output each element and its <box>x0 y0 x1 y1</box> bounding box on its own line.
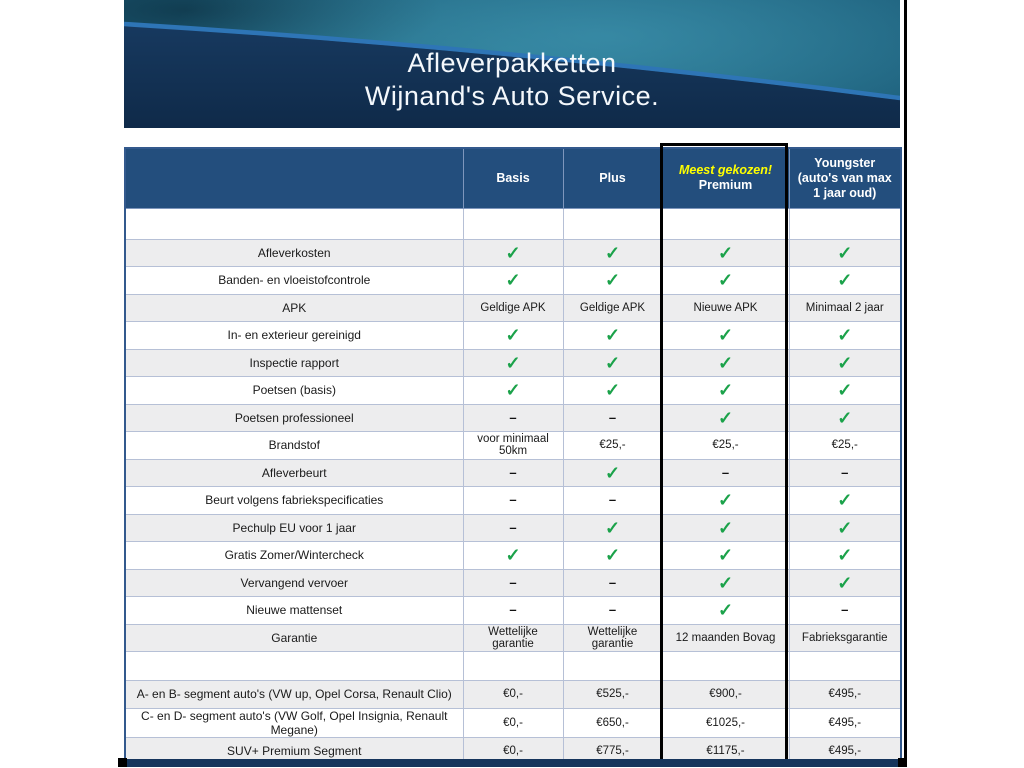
value-cell: Nieuwe APK <box>662 294 789 322</box>
value-cell <box>662 514 789 542</box>
feature-label: Poetsen (basis) <box>125 377 463 405</box>
table-row <box>125 652 901 681</box>
dash-icon: – <box>509 492 517 508</box>
packages-table-wrapper <box>124 147 900 762</box>
packages-table <box>124 147 902 766</box>
feature-label: In- en exterieur gereinigd <box>125 322 463 350</box>
column-label: Plus <box>599 170 626 185</box>
check-icon: ✓ <box>837 380 853 401</box>
value-cell: Geldige APK <box>463 294 563 322</box>
check-icon: ✓ <box>717 490 734 511</box>
value-cell: Wettelijke garantie <box>563 624 662 652</box>
value-cell <box>789 239 901 267</box>
dash-icon: – <box>509 602 517 618</box>
value-cell <box>789 404 901 432</box>
value-cell <box>662 404 789 432</box>
table-header-row <box>125 148 901 208</box>
table-row <box>125 239 901 267</box>
value-cell <box>463 322 563 350</box>
value-cell: €0,- <box>463 737 563 765</box>
value-cell <box>463 267 563 295</box>
check-icon: ✓ <box>505 325 521 346</box>
check-icon: ✓ <box>717 600 734 621</box>
dash-icon: – <box>509 519 517 535</box>
value-cell <box>563 349 662 377</box>
dash-icon: – <box>841 602 849 618</box>
dash-icon: – <box>608 492 617 508</box>
value-cell <box>789 349 901 377</box>
check-icon: ✓ <box>837 517 853 538</box>
column-header-basis <box>463 148 563 208</box>
check-icon: ✓ <box>837 572 853 593</box>
feature-label: Vervangend vervoer <box>125 569 463 597</box>
value-cell: Wettelijke garantie <box>463 624 563 652</box>
value-cell <box>662 208 789 239</box>
value-cell <box>789 208 901 239</box>
value-cell <box>789 377 901 405</box>
packages-table-body <box>125 148 901 765</box>
dash-icon: – <box>509 574 517 590</box>
feature-label: Poetsen professioneel <box>125 404 463 432</box>
column-header-youngster <box>789 148 901 208</box>
value-cell <box>789 542 901 570</box>
value-cell <box>563 514 662 542</box>
feature-label: C- en D- segment auto's (VW Golf, Opel Insignia, Renault Megane) <box>125 708 463 737</box>
bottom-bar-left-cap <box>118 758 127 767</box>
table-row <box>125 294 901 322</box>
value-cell <box>789 514 901 542</box>
value-cell: €775,- <box>563 737 662 765</box>
value-cell: €525,- <box>563 681 662 709</box>
check-icon: ✓ <box>505 380 521 401</box>
check-icon: ✓ <box>604 545 621 566</box>
value-cell <box>662 349 789 377</box>
value-cell <box>563 569 662 597</box>
column-label: Premium <box>698 178 753 193</box>
value-cell <box>563 652 662 681</box>
value-cell: €495,- <box>789 681 901 709</box>
banner-title-line2: Wijnand's Auto Service. <box>364 81 660 111</box>
check-icon: ✓ <box>604 270 621 291</box>
check-icon: ✓ <box>717 407 734 428</box>
feature-label: Gratis Zomer/Wintercheck <box>125 542 463 570</box>
column-header-features <box>125 148 463 208</box>
value-cell: €650,- <box>563 708 662 737</box>
table-row <box>125 322 901 350</box>
table-row <box>125 487 901 515</box>
value-cell: €25,- <box>789 432 901 460</box>
table-row <box>125 569 901 597</box>
most-chosen-badge: Meest gekozen! <box>678 163 773 178</box>
value-cell <box>662 377 789 405</box>
check-icon: ✓ <box>837 325 853 346</box>
check-icon: ✓ <box>717 242 734 263</box>
column-header-premium <box>662 148 789 208</box>
table-row <box>125 514 901 542</box>
check-icon: ✓ <box>604 352 621 373</box>
feature-label: SUV+ Premium Segment <box>125 737 463 765</box>
value-cell <box>463 597 563 625</box>
value-cell: Fabrieksgarantie <box>789 624 901 652</box>
value-cell <box>463 377 563 405</box>
feature-label: Afleverbeurt <box>125 459 463 487</box>
table-row <box>125 624 901 652</box>
check-icon: ✓ <box>717 380 734 401</box>
value-cell: €1025,- <box>662 708 789 737</box>
check-icon: ✓ <box>837 242 853 263</box>
value-cell: voor minimaal 50km <box>463 432 563 460</box>
check-icon: ✓ <box>717 270 734 291</box>
feature-label: Inspectie rapport <box>125 349 463 377</box>
value-cell <box>563 377 662 405</box>
check-icon: ✓ <box>837 545 853 566</box>
value-cell <box>563 267 662 295</box>
value-cell <box>789 267 901 295</box>
value-cell <box>563 542 662 570</box>
value-cell <box>563 597 662 625</box>
check-icon: ✓ <box>505 545 521 566</box>
dash-icon: – <box>841 464 849 480</box>
bottom-accent-bar <box>118 759 907 767</box>
dash-icon: – <box>509 464 517 480</box>
table-row <box>125 542 901 570</box>
dash-icon: – <box>608 602 617 618</box>
value-cell: €495,- <box>789 708 901 737</box>
table-row <box>125 377 901 405</box>
value-cell <box>563 208 662 239</box>
value-cell <box>789 569 901 597</box>
check-icon: ✓ <box>505 352 521 373</box>
value-cell <box>662 322 789 350</box>
value-cell: €495,- <box>789 737 901 765</box>
column-header-plus <box>563 148 662 208</box>
table-row <box>125 597 901 625</box>
banner <box>124 0 900 128</box>
feature-label: APK <box>125 294 463 322</box>
check-icon: ✓ <box>505 270 521 291</box>
value-cell: Minimaal 2 jaar <box>789 294 901 322</box>
feature-label <box>125 652 463 681</box>
feature-label: Pechulp EU voor 1 jaar <box>125 514 463 542</box>
value-cell <box>563 322 662 350</box>
feature-label <box>125 208 463 239</box>
table-row <box>125 208 901 239</box>
check-icon: ✓ <box>717 325 734 346</box>
value-cell <box>463 569 563 597</box>
feature-label: Banden- en vloeistofcontrole <box>125 267 463 295</box>
value-cell: €1175,- <box>662 737 789 765</box>
table-row <box>125 432 901 460</box>
table-row <box>125 459 901 487</box>
value-cell <box>463 208 563 239</box>
feature-label: A- en B- segment auto's (VW up, Opel Corsa, Renault Clio) <box>125 681 463 709</box>
value-cell <box>662 542 789 570</box>
value-cell <box>789 459 901 487</box>
value-cell <box>563 487 662 515</box>
check-icon: ✓ <box>604 325 621 346</box>
value-cell <box>463 404 563 432</box>
value-cell <box>463 459 563 487</box>
value-cell <box>463 239 563 267</box>
dash-icon: – <box>608 409 617 425</box>
value-cell <box>789 322 901 350</box>
check-icon: ✓ <box>837 270 853 291</box>
table-row <box>125 349 901 377</box>
table-row <box>125 267 901 295</box>
bottom-bar-right-cap <box>898 758 907 767</box>
value-cell <box>463 487 563 515</box>
check-icon: ✓ <box>717 352 734 373</box>
value-cell <box>463 349 563 377</box>
value-cell <box>662 597 789 625</box>
check-icon: ✓ <box>837 407 853 428</box>
value-cell <box>563 404 662 432</box>
value-cell <box>789 597 901 625</box>
check-icon: ✓ <box>604 380 621 401</box>
check-icon: ✓ <box>717 517 734 538</box>
feature-label: Garantie <box>125 624 463 652</box>
feature-label: Brandstof <box>125 432 463 460</box>
value-cell: €900,- <box>662 681 789 709</box>
value-cell <box>662 459 789 487</box>
check-icon: ✓ <box>837 352 853 373</box>
column-label: Basis <box>496 170 530 185</box>
feature-label: Nieuwe mattenset <box>125 597 463 625</box>
check-icon: ✓ <box>604 462 621 483</box>
check-icon: ✓ <box>717 545 734 566</box>
check-icon: ✓ <box>604 242 621 263</box>
value-cell <box>563 459 662 487</box>
value-cell <box>662 267 789 295</box>
value-cell <box>563 239 662 267</box>
table-row <box>125 708 901 737</box>
value-cell: €0,- <box>463 708 563 737</box>
value-cell <box>789 652 901 681</box>
value-cell: €25,- <box>563 432 662 460</box>
value-cell <box>463 542 563 570</box>
check-icon: ✓ <box>505 242 521 263</box>
value-cell: Geldige APK <box>563 294 662 322</box>
value-cell <box>463 514 563 542</box>
value-cell <box>463 652 563 681</box>
value-cell: 12 maanden Bovag <box>662 624 789 652</box>
column-label: Youngster (auto's van max 1 jaar oud) <box>797 155 892 200</box>
value-cell <box>662 652 789 681</box>
value-cell <box>662 487 789 515</box>
value-cell: €25,- <box>662 432 789 460</box>
value-cell <box>662 239 789 267</box>
dash-icon: – <box>608 574 617 590</box>
check-icon: ✓ <box>717 572 734 593</box>
dash-icon: – <box>721 464 730 480</box>
value-cell <box>789 487 901 515</box>
check-icon: ✓ <box>837 490 853 511</box>
table-row <box>125 404 901 432</box>
value-cell <box>662 569 789 597</box>
banner-titles <box>124 0 900 128</box>
feature-label: Beurt volgens fabriekspecificaties <box>125 487 463 515</box>
dash-icon: – <box>509 409 517 425</box>
value-cell: €0,- <box>463 681 563 709</box>
check-icon: ✓ <box>604 517 621 538</box>
table-row <box>125 681 901 709</box>
feature-label: Afleverkosten <box>125 239 463 267</box>
banner-title-line1: Afleverpakketten <box>407 48 617 78</box>
slide-right-border <box>904 0 907 766</box>
